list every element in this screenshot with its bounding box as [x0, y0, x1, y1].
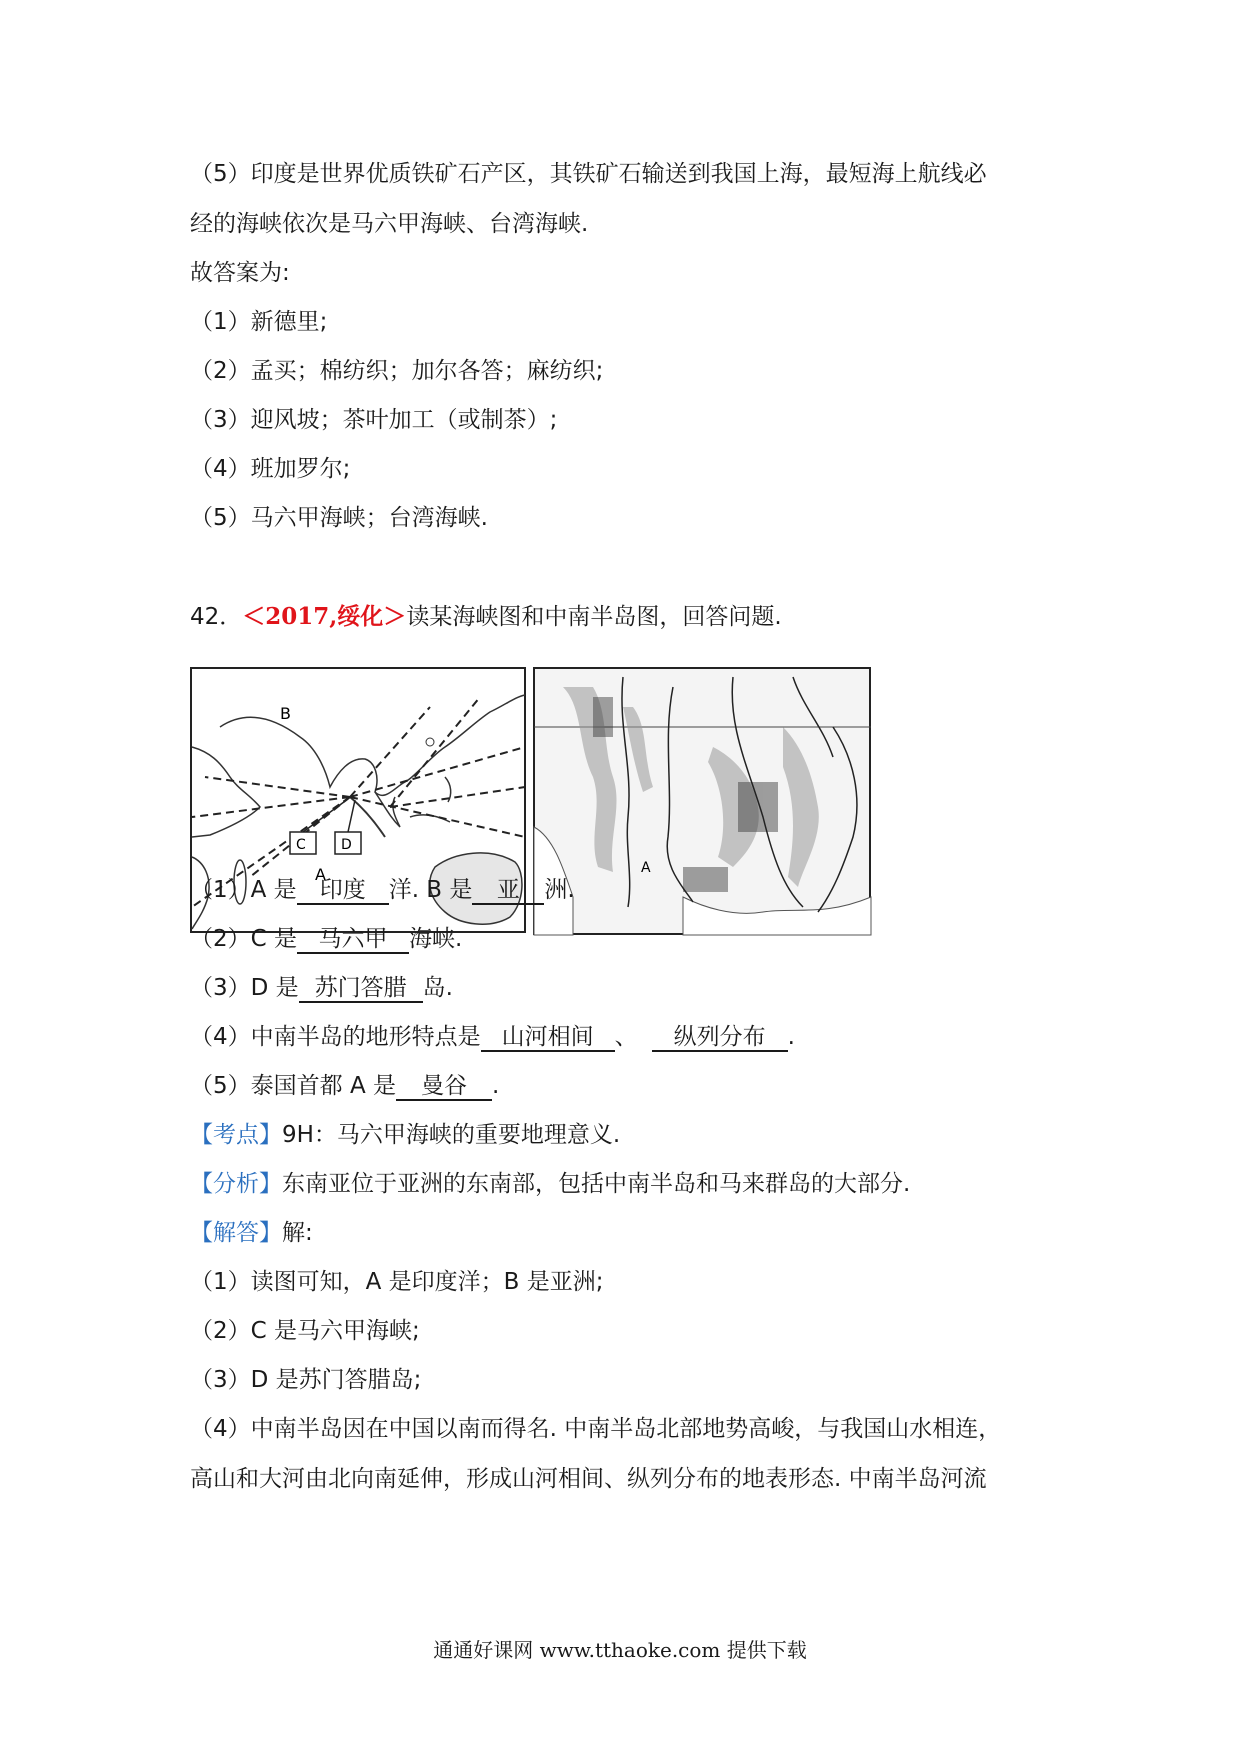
question-number: 42． [190, 604, 243, 630]
answer-blank-q4-b: 纵列分布 [652, 1024, 788, 1052]
jieda-line: 【解答】解: [190, 1220, 313, 1246]
answer-item-2: （2）孟买；棉纺织；加尔各答；麻纺织; [190, 358, 604, 384]
question-source: ＜2017,绥化＞ [242, 603, 407, 630]
answer-blank-q1-b: 亚 [472, 877, 544, 905]
map-label-a: A [315, 865, 326, 884]
map-label-d: D [341, 837, 352, 853]
kaodian-line: 【考点】9H：马六甲海峡的重要地理意义. [190, 1122, 621, 1148]
page-footer: 通通好课网 www.tthaoke.com 提供下载 [433, 1638, 807, 1662]
map-label-bangkok: A [641, 860, 651, 876]
answer-blank-q3: 苏门答腊 [299, 975, 423, 1003]
question-prompt: 读某海峡图和中南半岛图，回答问题. [406, 604, 782, 630]
fenxi-tag: 【分析】 [190, 1171, 282, 1197]
solution-4-line-2: 高山和大河由北向南延伸，形成山河相间、纵列分布的地表形态. 中南半岛河流 [190, 1466, 987, 1492]
map-label-c: C [296, 837, 306, 853]
question-3: （3）D 是 苏门答腊 岛. [190, 975, 453, 1001]
answer-blank-q5: 曼谷 [396, 1073, 492, 1101]
map-label-b: B [280, 704, 291, 723]
answer-blank-q1-a: 印度 [297, 877, 389, 905]
question-1: （1）A 是 印度 洋. B 是 亚 洲. [190, 877, 575, 903]
answer-blank-q4-a: 山河相间 [481, 1024, 615, 1052]
answer-item-4: （4）班加罗尔; [190, 456, 351, 482]
indochina-map [533, 667, 873, 941]
answer-item-1: （1）新德里; [190, 309, 328, 335]
solution-3: （3）D 是苏门答腊岛; [190, 1367, 422, 1393]
kaodian-tag: 【考点】 [190, 1122, 282, 1148]
solution-2: （2）C 是马六甲海峡; [190, 1318, 420, 1344]
question-2: （2）C 是 马六甲 海峡. [190, 926, 463, 952]
answer-blank-q2: 马六甲 [297, 926, 409, 954]
fenxi-line: 【分析】东南亚位于亚洲的东南部，包括中南半岛和马来群岛的大部分. [190, 1171, 911, 1197]
question-5: （5）泰国首都 A 是 曼谷 . [190, 1073, 500, 1099]
answer-item-3: （3）迎风坡；茶叶加工（或制茶）; [190, 407, 558, 433]
question-heading [190, 602, 782, 632]
solution-1: （1）读图可知，A 是印度洋；B 是亚洲; [190, 1269, 604, 1295]
question-4: （4）中南半岛的地形特点是 山河相间 、 纵列分布 . [190, 1024, 795, 1050]
solution-4-line-1: （4）中南半岛因在中国以南而得名. 中南半岛北部地势高峻，与我国山水相连， [190, 1416, 1002, 1442]
answer-intro: 故答案为: [190, 260, 290, 286]
answer-item-5: （5）马六甲海峡；台湾海峡. [190, 505, 488, 531]
jieda-tag: 【解答】 [190, 1220, 282, 1246]
answer-5-line-1: （5）印度是世界优质铁矿石产区，其铁矿石输送到我国上海，最短海上航线必 [190, 161, 987, 187]
answer-5-line-2: 经的海峡依次是马六甲海峡、台湾海峡. [190, 211, 589, 237]
